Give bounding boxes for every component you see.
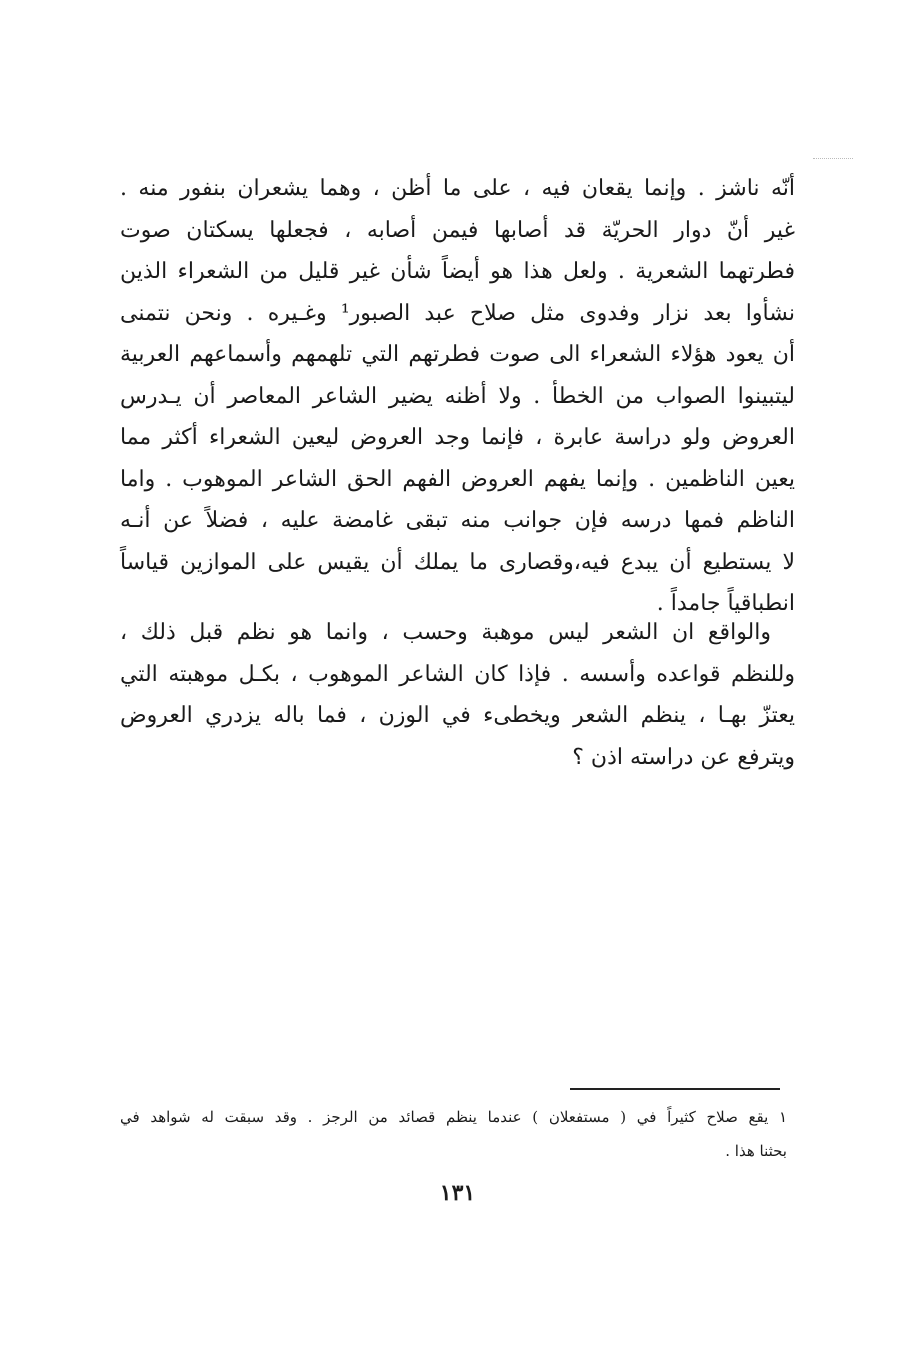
- text-line: انطباقياً جامداً .: [656, 591, 795, 616]
- footnote-line: بحثنا هذا .: [725, 1142, 787, 1160]
- text-line: ويترفع عن دراسته اذن ؟: [572, 744, 795, 770]
- text-line: يعين الناظمين . وإنما يفهم العروض الفهم الحق الشاعر الموهوب . واما: [120, 466, 795, 492]
- text-line: العروض ولو دراسة عابرة ، فإنما وجد العروض ليعين الشعراء أكثر مما: [120, 425, 795, 450]
- text-line: يعتزّ بهـا ، ينظم الشعر ويخطىء في الوزن ، فما باله يزدري العروض: [120, 703, 795, 728]
- text-line: وللنظم قواعده وأسسه . فإذا كان الشاعر الموهوب ، بكـل موهبته التي: [120, 661, 795, 687]
- text-line: أن يعود هؤلاء الشعراء الى صوت فطرتهم التي تلهمهم وأسماعهم العربية: [120, 342, 795, 367]
- text-line: فطرتهما الشعرية . ولعل هذا هو أيضاً شأن غير قليل من الشعراء الذين: [120, 259, 795, 284]
- text-line: والواقع ان الشعر ليس موهبة وحسب ، وانما هو نظم قبل ذلك ،: [120, 620, 771, 645]
- footnote-divider: [570, 1088, 780, 1090]
- text-line: لا يستطيع أن يبدع فيه،وقصارى ما يملك أن يقيس على الموازين قياساً: [120, 549, 795, 575]
- text-line: ليتبينوا الصواب من الخطأ . ولا أظنه يضير الشاعر المعاصر أن يـدرس: [120, 383, 795, 409]
- footnote: [120, 1100, 787, 1168]
- text-line: الناظم فمها درسه فإن جوانب منه تبقى غامضة عليه ، فضلاً عن أنـه: [120, 508, 795, 533]
- paragraph-1: [120, 168, 795, 625]
- footnote-line: ١ يقع صلاح كثيراً في ( مستفعلان ) عندما ينظم قصائد من الرجز . وقد سبقت له شواهد في: [120, 1108, 787, 1126]
- text-line: غير أنّ دوار الحريّة قد أصابها فيمن أصابه ، فجعلها يسكتان صوت: [120, 217, 795, 243]
- text-line: نشأوا بعد نزار وفدوى مثل صلاح عبد الصبور¹ وغـيره . ونحن نتمنى: [120, 300, 795, 326]
- page-number: ١٣١: [439, 1180, 476, 1206]
- paragraph-2: [120, 612, 795, 778]
- text-line: أنّه ناشز . وإنما يقعان فيه ، على ما أظن ، وهما يشعران بنفور منه .: [120, 176, 795, 201]
- margin-mark: [813, 158, 853, 159]
